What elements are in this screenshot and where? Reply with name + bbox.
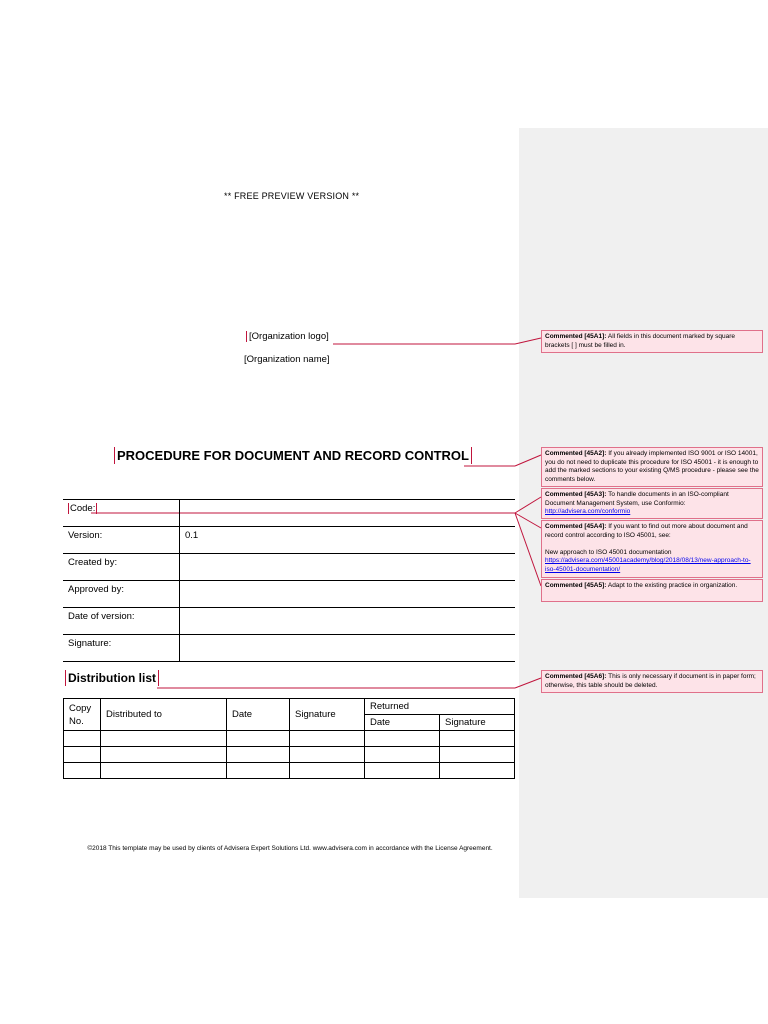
table-cell[interactable]	[290, 731, 365, 747]
info-value[interactable]	[180, 581, 516, 608]
info-value[interactable]: 0.1	[180, 527, 516, 554]
header-returned: Returned	[365, 699, 515, 715]
table-cell[interactable]	[440, 747, 515, 763]
table-cell[interactable]	[440, 731, 515, 747]
distribution-list-title: Distribution list	[65, 670, 159, 686]
table-cell[interactable]	[101, 747, 227, 763]
info-row-date-of-version	[63, 608, 515, 635]
info-label: Date of version:	[68, 611, 135, 622]
table-row	[64, 731, 515, 747]
comment-45a3[interactable]	[541, 488, 763, 519]
info-value[interactable]	[180, 554, 516, 581]
comment-tag: Commented [45A2]:	[545, 450, 607, 457]
comment-tag: Commented [45A4]:	[545, 523, 607, 530]
table-cell[interactable]	[365, 731, 440, 747]
info-value[interactable]	[180, 635, 516, 662]
info-row-code	[63, 500, 515, 527]
info-row-version	[63, 527, 515, 554]
organization-logo-text: [Organization logo]	[249, 331, 329, 342]
comment-text: This is only necessary if document is in paper form; otherwise, this table should be deleted.	[545, 673, 756, 689]
comment-text: Adapt to the existing practice in organization.	[607, 582, 738, 589]
table-cell[interactable]	[227, 731, 290, 747]
table-cell[interactable]	[101, 763, 227, 779]
header-date: Date	[227, 699, 290, 731]
info-row-approved-by	[63, 581, 515, 608]
table-cell[interactable]	[290, 763, 365, 779]
table-cell[interactable]	[440, 763, 515, 779]
comment-tag: Commented [45A3]:	[545, 491, 607, 498]
header-distributed-to: Distributed to	[101, 699, 227, 731]
comment-text: If you already implemented ISO 9001 or ISO 14001, you do not need to duplicate this procedure for ISO 45001 - it is enough to add the marked sections to your existing Q/MS procedure - please see the comments below.	[545, 450, 759, 483]
comment-subtext: New approach to ISO 45001 documentation	[545, 548, 672, 556]
table-cell[interactable]	[290, 747, 365, 763]
comment-45a2[interactable]	[541, 447, 763, 487]
info-label: Signature:	[68, 638, 112, 649]
table-row	[64, 763, 515, 779]
table-cell[interactable]	[64, 731, 101, 747]
table-cell[interactable]	[227, 763, 290, 779]
comment-45a4[interactable]	[541, 520, 763, 578]
header-copy-no: Copy No.	[64, 699, 101, 731]
header-returned-date: Date	[365, 715, 440, 731]
header-returned-signature: Signature	[440, 715, 515, 731]
table-cell[interactable]	[227, 747, 290, 763]
comment-45a6[interactable]	[541, 670, 763, 693]
organization-name-placeholder: [Organization name]	[244, 354, 330, 365]
distribution-list-table	[63, 698, 515, 779]
comment-text: If you want to find out more about document and record control according to ISO 45001, see:	[545, 523, 748, 539]
document-title: PROCEDURE FOR DOCUMENT AND RECORD CONTROL	[114, 447, 472, 464]
conformio-link[interactable]: http://advisera.com/conformio	[545, 508, 631, 515]
info-label: Version:	[68, 530, 103, 541]
table-cell[interactable]	[64, 747, 101, 763]
organization-logo-placeholder[interactable]	[246, 331, 331, 342]
info-row-created-by	[63, 554, 515, 581]
comment-45a1[interactable]	[541, 330, 763, 353]
table-cell[interactable]	[64, 763, 101, 779]
comment-text: To handle documents in an ISO-compliant Document Management System, use Conformio:	[545, 491, 729, 507]
comment-tag: Commented [45A5]:	[545, 582, 607, 589]
code-label: Code:	[70, 503, 96, 514]
info-value[interactable]	[180, 608, 516, 635]
table-cell[interactable]	[365, 747, 440, 763]
info-row-signature	[63, 635, 515, 662]
info-label: Created by:	[68, 557, 118, 568]
info-label: Approved by:	[68, 584, 124, 595]
header-signature: Signature	[290, 699, 365, 731]
preview-label: ** FREE PREVIEW VERSION **	[224, 191, 360, 201]
comment-tag: Commented [45A1]:	[545, 333, 607, 340]
comment-text: All fields in this document marked by square brackets [ ] must be filled in.	[545, 333, 736, 349]
table-cell[interactable]	[101, 731, 227, 747]
footer-license-text: ©2018 This template may be used by clients of Advisera Expert Solutions Ltd. www.advisera.com in accordance with the License Agreement.	[87, 845, 493, 852]
comment-tag: Commented [45A6]:	[545, 673, 607, 680]
table-cell[interactable]	[365, 763, 440, 779]
table-header-row	[64, 699, 515, 715]
comment-45a5[interactable]	[541, 579, 763, 602]
table-row	[64, 747, 515, 763]
info-value[interactable]	[180, 500, 516, 527]
iso45001-article-link[interactable]: https://advisera.com/45001academy/blog/2018/08/13/new-approach-to-iso-45001-documentation/	[545, 557, 751, 573]
document-info-table	[63, 499, 515, 662]
info-label	[63, 500, 180, 527]
